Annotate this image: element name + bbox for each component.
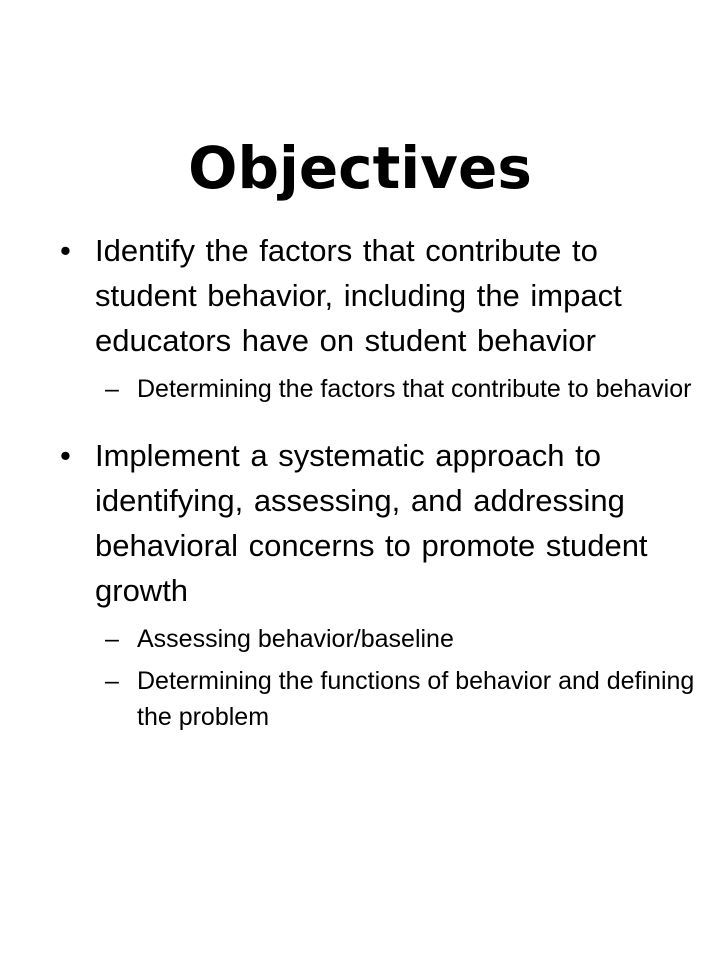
sub-marker: –: [105, 625, 119, 653]
bullet-marker: •: [60, 233, 71, 268]
sub-text: Determining the factors that contribute to behavior: [137, 375, 692, 403]
sub-marker: –: [105, 667, 119, 695]
sub-list-factors: [60, 371, 700, 407]
bullet-item-factors: [60, 228, 700, 363]
bullet-text: Implement a systematic approach to identifying, assessing, and addressing behavioral concerns to promote student growth: [95, 438, 648, 608]
bullet-text: Identify the factors that contribute to student behavior, including the impact educators have on student behavior: [95, 233, 622, 358]
bullet-marker: •: [60, 438, 71, 473]
slide-title: Objectives: [188, 134, 532, 202]
sub-item-determining-functions: [60, 663, 700, 735]
bullet-item-systematic-approach: [60, 433, 700, 613]
sub-marker: –: [105, 375, 119, 403]
sub-text: Determining the functions of behavior and defining the problem: [137, 667, 695, 731]
sub-list-systematic-approach: [60, 621, 700, 735]
sub-item-assessing-behavior: [60, 621, 700, 657]
bullet-list: [60, 228, 700, 741]
spacer: [60, 413, 700, 433]
sub-text: Assessing behavior/baseline: [137, 625, 454, 653]
sub-item-determining-factors: [60, 371, 700, 407]
